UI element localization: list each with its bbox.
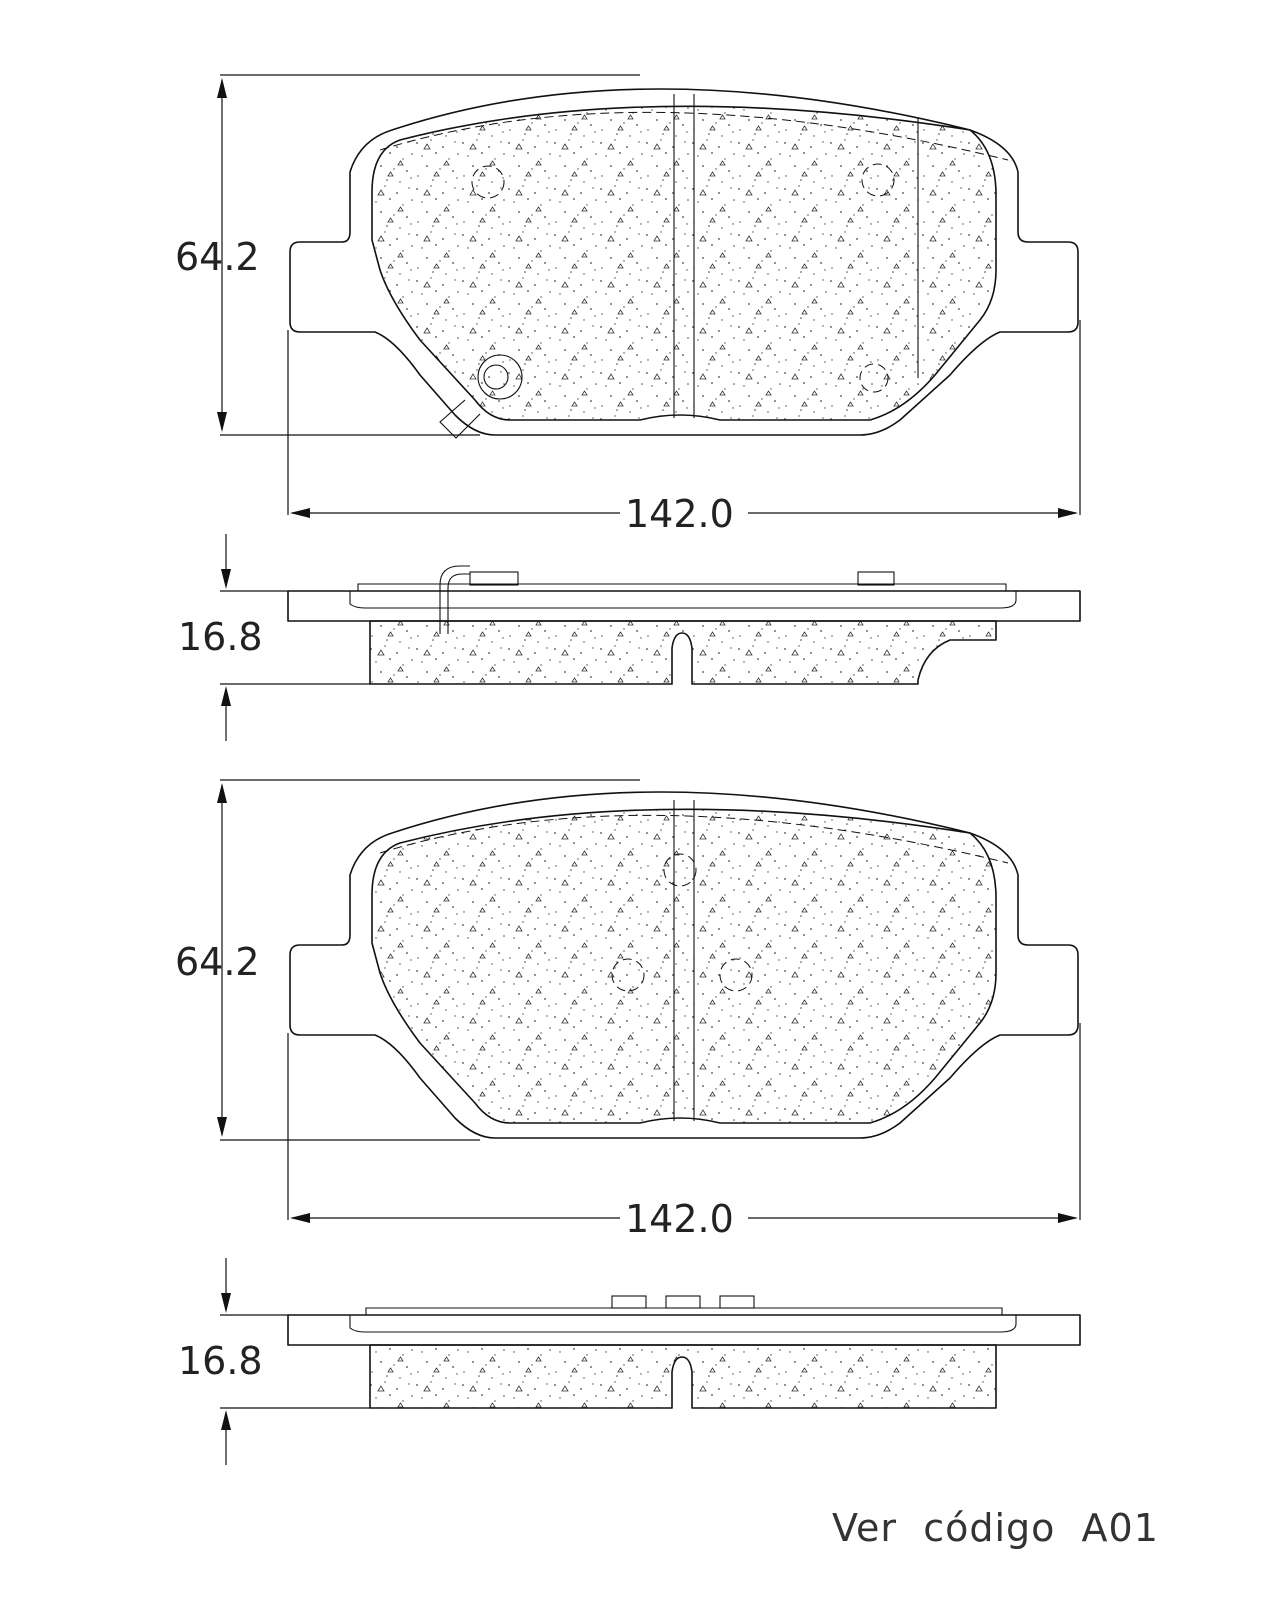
friction-material bbox=[372, 809, 996, 1123]
thickness-label: 16.8 bbox=[178, 615, 263, 659]
height-label: 64.2 bbox=[175, 940, 260, 984]
thickness-dimension-1 bbox=[178, 534, 370, 741]
width-label: 142.0 bbox=[625, 1197, 734, 1241]
width-label: 142.0 bbox=[625, 492, 734, 536]
pad-2-side-view bbox=[288, 1296, 1080, 1408]
pad-1-side-view bbox=[288, 566, 1080, 684]
friction-material-side bbox=[370, 621, 996, 684]
reference-note: Ver código A01 bbox=[832, 1506, 1159, 1550]
shim-tab bbox=[612, 1296, 646, 1308]
pad-1-front-view bbox=[290, 89, 1078, 438]
friction-material bbox=[372, 106, 996, 420]
height-label: 64.2 bbox=[175, 235, 260, 279]
backing-plate-side bbox=[288, 591, 1080, 621]
shim-tab bbox=[720, 1296, 754, 1308]
shim-tab bbox=[666, 1296, 700, 1308]
friction-material-side bbox=[370, 1345, 996, 1408]
thickness-dimension-2 bbox=[178, 1258, 370, 1465]
backing-plate-side bbox=[288, 1315, 1080, 1345]
thickness-label: 16.8 bbox=[178, 1339, 263, 1383]
pad-2-front-view bbox=[290, 792, 1078, 1138]
